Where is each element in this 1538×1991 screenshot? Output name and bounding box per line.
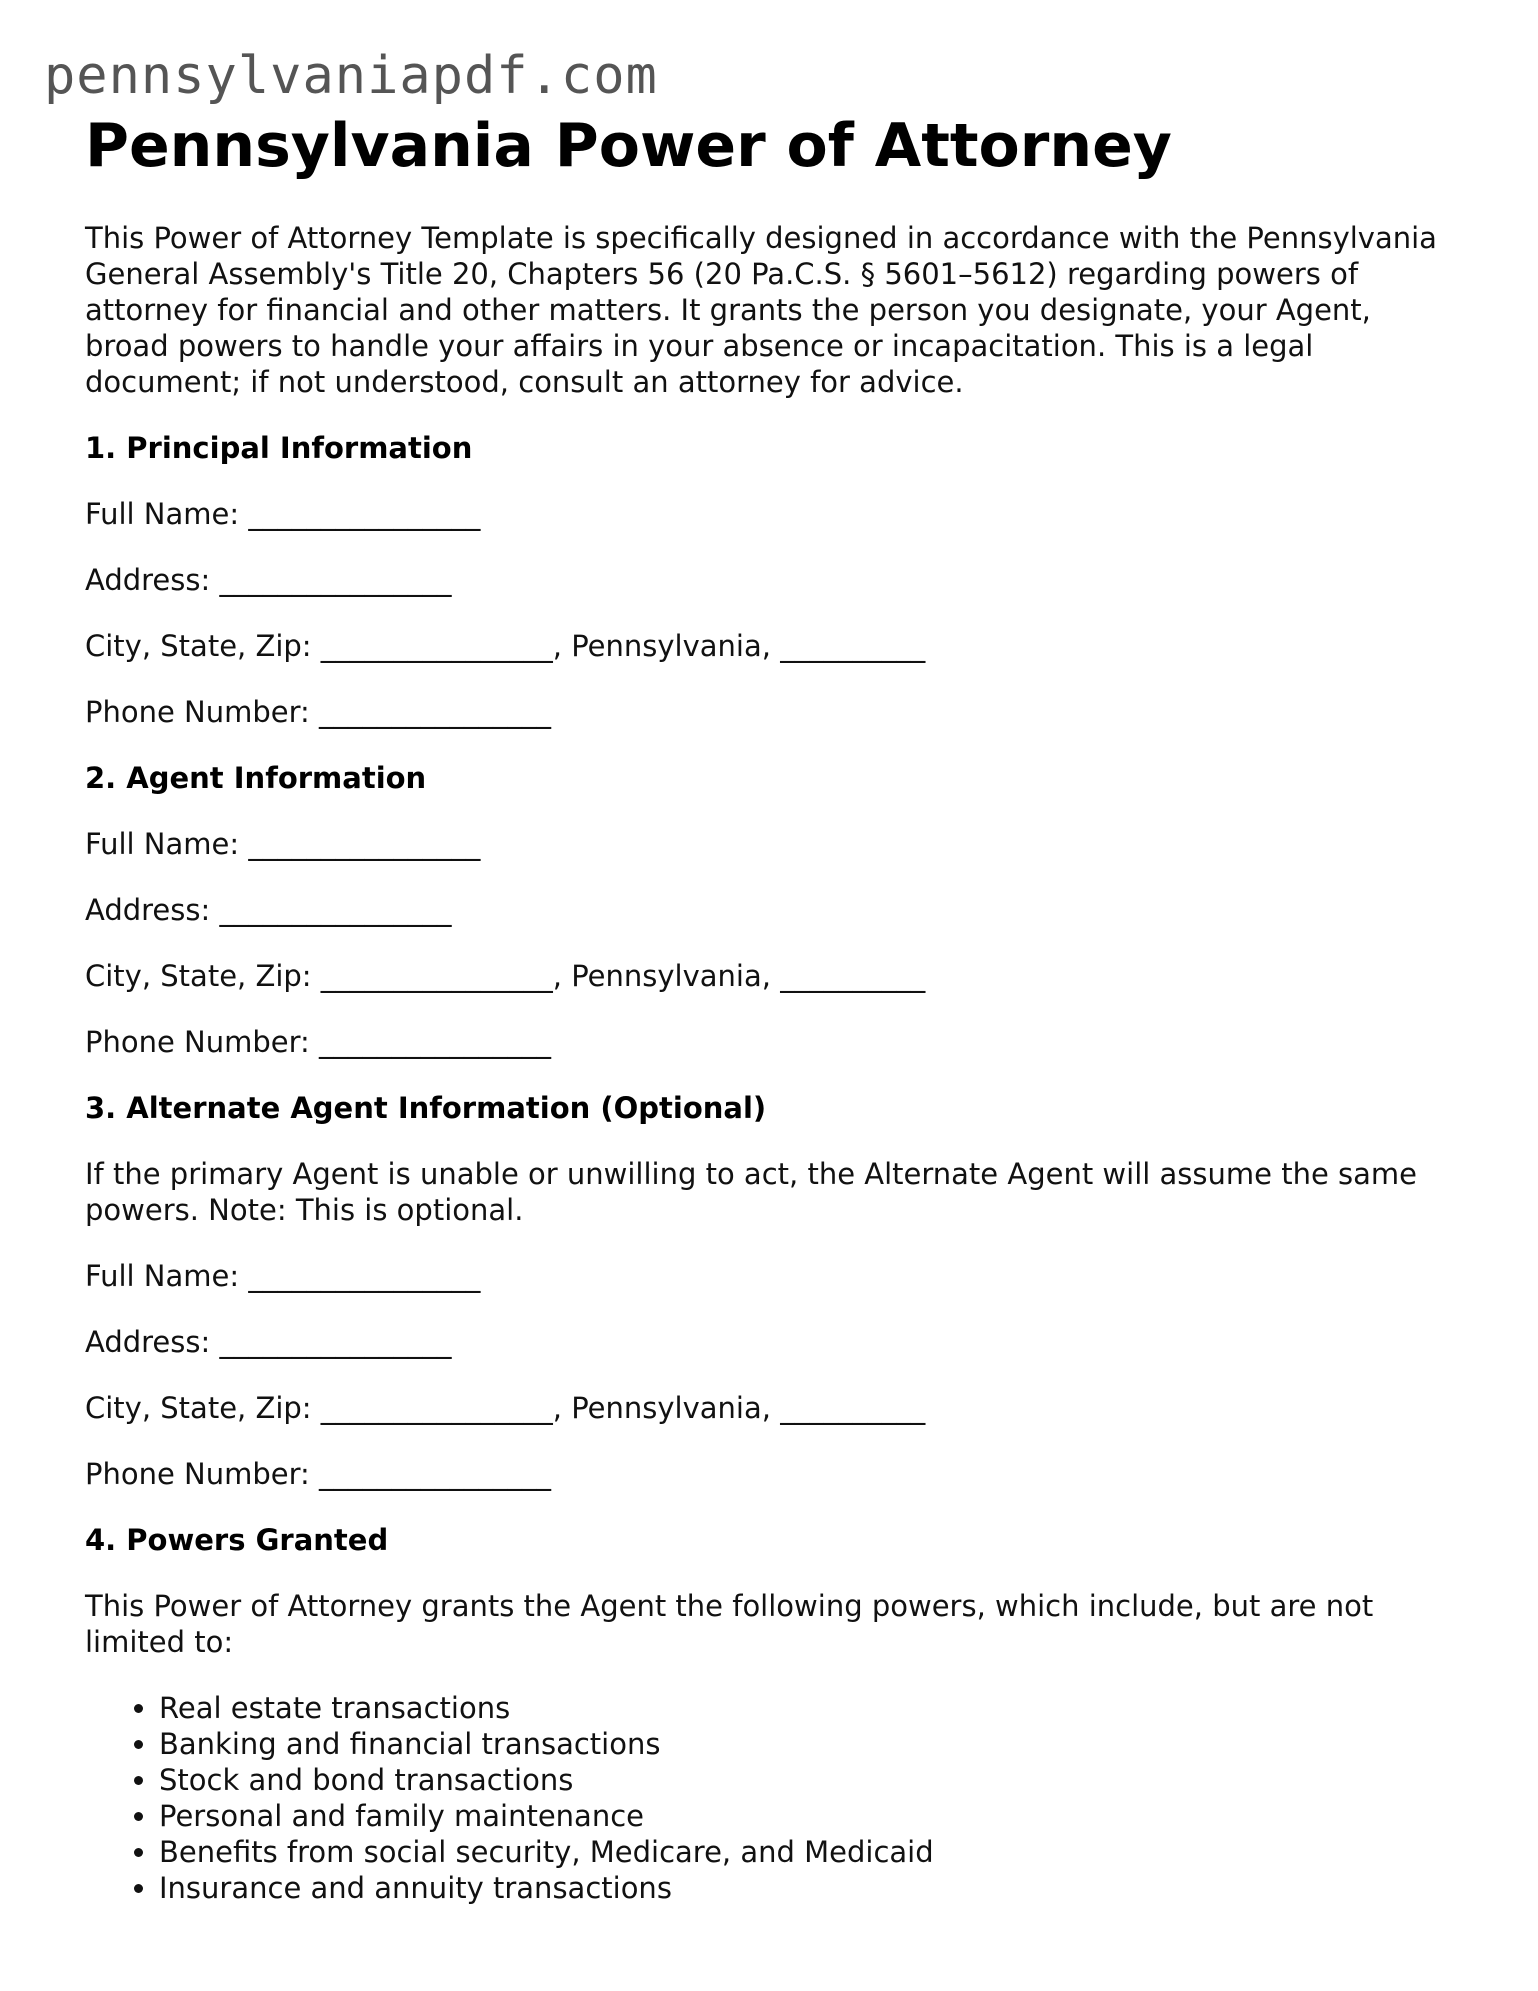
powers-list — [85, 1690, 1455, 1906]
list-item: • Personal and family maintenance — [159, 1798, 1455, 1834]
list-item: • Stock and bond transactions — [159, 1762, 1455, 1798]
alternate-agent-note: If the primary Agent is unable or unwilling to act, the Alternate Agent will assume the same powers. Note: This is optional. — [85, 1157, 1417, 1227]
alternate-agent-section — [85, 1090, 1455, 1492]
agent-city-state-zip-field[interactable]: City, State, Zip: ________________, Pennsylvania, __________ — [85, 959, 926, 993]
principal-full-name-field[interactable]: Full Name: ________________ — [85, 497, 481, 531]
list-item: • Benefits from social security, Medicare, and Medicaid — [159, 1834, 1455, 1870]
document-title: Pennsylvania Power of Attorney — [85, 111, 1172, 181]
agent-heading: 2. Agent Information — [85, 761, 427, 795]
list-item: • Real estate transactions — [159, 1690, 1455, 1726]
list-item: • Banking and financial transactions — [159, 1726, 1455, 1762]
powers-section — [85, 1522, 1455, 1906]
agent-section — [85, 760, 1455, 1060]
alternate-full-name-field[interactable]: Full Name: ________________ — [85, 1259, 481, 1293]
site-watermark: pennsylvaniapdf.com — [44, 46, 658, 106]
powers-heading: 4. Powers Granted — [85, 1523, 389, 1557]
list-item: • Insurance and annuity transactions — [159, 1870, 1455, 1906]
intro-paragraph: This Power of Attorney Template is specifically designed in accordance with the Pennsylvania General Assembly's Title 20, Chapters 56 (20 Pa.C.S. § 5601–5612) regarding powers of attorney for financial and other matters. It grants the person you designate, your Agent, broad powers to handle your affairs in your absence or incapacitation. This is a legal document; if not understood, consult an attorney for advice. — [85, 221, 1437, 399]
principal-heading: 1. Principal Information — [85, 431, 473, 465]
alternate-address-field[interactable]: Address: ________________ — [85, 1325, 452, 1359]
document-page — [85, 108, 1455, 1906]
alternate-phone-field[interactable]: Phone Number: ________________ — [85, 1457, 552, 1491]
alternate-city-state-zip-field[interactable]: City, State, Zip: ________________, Pennsylvania, __________ — [85, 1391, 926, 1425]
agent-phone-field[interactable]: Phone Number: ________________ — [85, 1025, 552, 1059]
principal-section — [85, 430, 1455, 730]
principal-phone-field[interactable]: Phone Number: ________________ — [85, 695, 552, 729]
agent-full-name-field[interactable]: Full Name: ________________ — [85, 827, 481, 861]
alternate-agent-heading: 3. Alternate Agent Information (Optional) — [85, 1091, 767, 1125]
powers-intro: This Power of Attorney grants the Agent the following powers, which include, but are not limited to: — [85, 1589, 1374, 1659]
principal-city-state-zip-field[interactable]: City, State, Zip: ________________, Pennsylvania, __________ — [85, 629, 926, 663]
agent-address-field[interactable]: Address: ________________ — [85, 893, 452, 927]
principal-address-field[interactable]: Address: ________________ — [85, 563, 452, 597]
